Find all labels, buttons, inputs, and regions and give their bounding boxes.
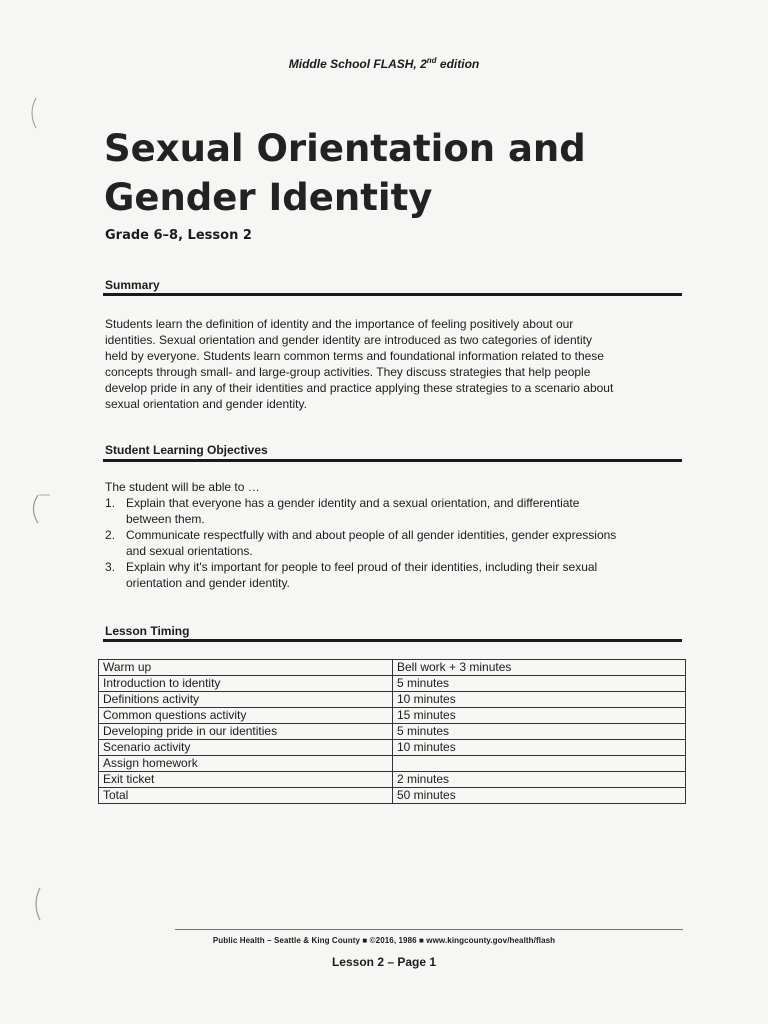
timing-heading: Lesson Timing — [105, 624, 190, 638]
objective-text: between them. — [126, 512, 205, 526]
objectives-divider — [103, 459, 682, 462]
time-cell: 5 minutes — [393, 724, 686, 740]
page-title — [104, 124, 704, 222]
edition-suffix: edition — [436, 57, 480, 71]
page-title-line-1: Sexual Orientation and — [104, 127, 586, 170]
page-number: Lesson 2 – Page 1 — [331, 955, 437, 969]
running-header — [0, 56, 768, 71]
objective-item — [105, 559, 685, 591]
objective-item — [105, 495, 685, 527]
series-name: Middle School FLASH, 2 — [288, 57, 427, 71]
objectives-heading: Student Learning Objectives — [105, 443, 268, 457]
table-row — [99, 708, 686, 724]
binder-hole-mark-middle — [26, 492, 66, 526]
objective-number: 3. — [105, 560, 116, 574]
activity-cell: Scenario activity — [99, 740, 393, 756]
footer-credit: Public Health – Seattle & King County ■ ©2016, 1986 ■ www.kingcounty.gov/health/flash — [212, 936, 556, 945]
time-cell: 2 minutes — [393, 772, 686, 788]
objectives-list — [105, 495, 685, 591]
summary-heading: Summary — [105, 278, 160, 292]
table-row — [99, 740, 686, 756]
table-row — [99, 756, 686, 772]
binder-hole-mark-bottom — [30, 886, 44, 922]
summary-paragraph — [105, 316, 685, 412]
objective-text: Explain that everyone has a gender identity and a sexual orientation, and differentiate — [126, 496, 580, 510]
summary-line: concepts through small- and large-group activities. They discuss strategies that help people — [105, 365, 591, 379]
time-cell: 50 minutes — [393, 788, 686, 804]
summary-line: develop pride in any of their identities and practice applying these strategies to a scenario about — [105, 381, 614, 395]
footer-divider — [175, 929, 683, 930]
activity-cell: Warm up — [99, 660, 393, 676]
page-title-line-2: Gender Identity — [104, 176, 433, 219]
objective-text: and sexual orientations. — [126, 544, 253, 558]
summary-line: identities. Sexual orientation and gender identity are introduced as two categories of identity — [105, 333, 592, 347]
summary-line: held by everyone. Students learn common terms and foundational information related to these — [105, 349, 604, 363]
objective-text: Explain why it's important for people to feel proud of their identities, including their sexual — [126, 560, 598, 574]
table-row — [99, 692, 686, 708]
activity-cell: Introduction to identity — [99, 676, 393, 692]
activity-cell: Total — [99, 788, 393, 804]
objectives-intro: The student will be able to … — [105, 480, 260, 494]
time-cell: 15 minutes — [393, 708, 686, 724]
time-cell: 10 minutes — [393, 692, 686, 708]
objectives-section — [105, 479, 685, 591]
time-cell: 10 minutes — [393, 740, 686, 756]
objective-item — [105, 527, 685, 559]
table-row — [99, 660, 686, 676]
table-row — [99, 788, 686, 804]
objective-text: orientation and gender identity. — [126, 576, 290, 590]
time-cell: 5 minutes — [393, 676, 686, 692]
timing-table — [98, 659, 686, 804]
activity-cell: Exit ticket — [99, 772, 393, 788]
summary-line: sexual orientation and gender identity. — [105, 397, 307, 411]
time-cell: Bell work + 3 minutes — [393, 660, 686, 676]
table-row — [99, 724, 686, 740]
timing-divider — [103, 639, 682, 642]
objective-text: Communicate respectfully with and about people of all gender identities, gender expressions — [126, 528, 617, 542]
table-row — [99, 772, 686, 788]
activity-cell: Common questions activity — [99, 708, 393, 724]
time-cell — [393, 756, 686, 772]
edition-superscript: nd — [426, 56, 437, 65]
objective-number: 1. — [105, 496, 116, 510]
activity-cell: Assign homework — [99, 756, 393, 772]
activity-cell: Definitions activity — [99, 692, 393, 708]
objective-number: 2. — [105, 528, 116, 542]
summary-line: Students learn the definition of identity and the importance of feeling positively about our — [105, 317, 574, 331]
binder-hole-mark-top — [26, 96, 40, 130]
page-subtitle: Grade 6–8, Lesson 2 — [105, 228, 252, 243]
activity-cell: Developing pride in our identities — [99, 724, 393, 740]
table-row — [99, 676, 686, 692]
summary-divider — [103, 293, 682, 296]
